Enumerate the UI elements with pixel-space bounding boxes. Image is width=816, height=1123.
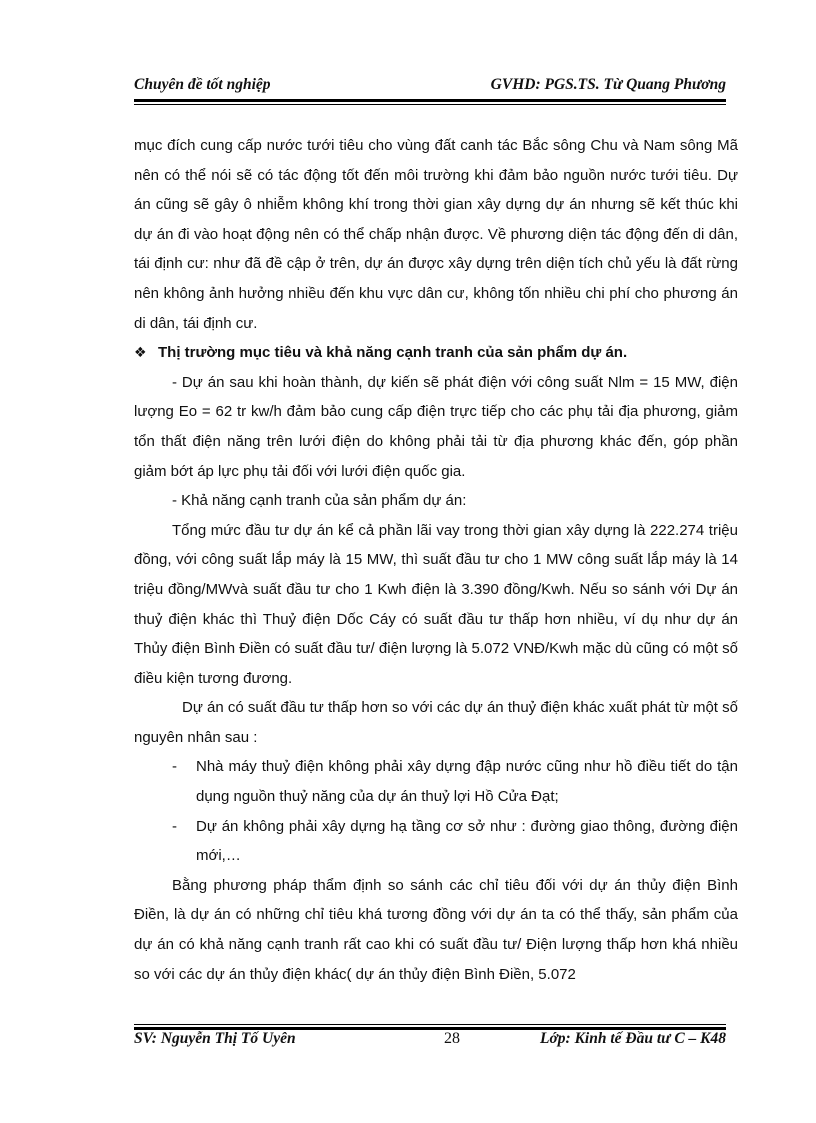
paragraph-competitiveness-label: - Khả năng cạnh tranh của sản phẩm dự án:	[172, 492, 467, 510]
header-rule-thin	[134, 104, 726, 105]
dash-bullet: -	[172, 758, 177, 776]
list-item	[134, 812, 738, 871]
paragraph-conclusion: Bằng phương pháp thẩm định so sánh các chỉ tiêu đối với dự án thủy điện Bình Điền, là dự án có những chỉ tiêu khá tương đồng với dự án ta có thể thấy, sản phẩm của dự án có khả năng cạnh tranh rất cao khi có suất đầu tư/ Điện lượng thấp hơn khá nhiều so với các dự án thủy điện khác( dự án thủy điện Bình Điền, 5.072	[134, 876, 738, 983]
header-rule-thick	[134, 99, 726, 102]
list-item-text: Nhà máy thuỷ điện không phải xây dựng đập nước cũng như hồ điều tiết do tận dụng nguồn thuỷ năng của dự án thuỷ lợi Hồ Cửa Đạt;	[196, 758, 738, 806]
list-item-text: Dự án không phải xây dựng hạ tầng cơ sở như : đường giao thông, đường điện mới,…	[196, 817, 738, 865]
footer-class: Lớp: Kinh tế Đầu tư C – K48	[540, 1030, 726, 1047]
header-title: Chuyên đề tốt nghiệp	[134, 76, 271, 93]
page-header	[134, 76, 726, 100]
paragraph-capacity: - Dự án sau khi hoàn thành, dự kiến sẽ phát điện với công suất Nlm = 15 MW, điện lượng Eo = 62 tr kw/h đảm bảo cung cấp điện trực tiếp cho các phụ tải địa phương, giảm tổn thất điện năng trên lưới điện do không phải tải từ địa phương khác đến, góp phần giảm bớt áp lực phụ tải đối với lưới điện quốc gia.	[134, 373, 738, 480]
section-heading-text: Thị trường mục tiêu và khả năng cạnh tranh của sản phẩm dự án.	[158, 344, 628, 362]
section-heading	[134, 338, 738, 368]
page-footer	[134, 1030, 726, 1054]
paragraph-investment: Tổng mức đầu tư dự án kể cả phần lãi vay trong thời gian xây dựng là 222.274 triệu đồng, với công suất lắp máy là 15 MW, thì suất đầu tư cho 1 MW công suất lắp máy là 14 triệu đồng/MWvà suất đầu tư cho 1 Kwh điện là 3.390 đồng/Kwh. Nếu so sánh với Dự án thuỷ điện khác thì Thuỷ điện Dốc Cáy có suất đầu tư thấp hơn nhiều, ví dụ như dự án Thủy điện Bình Điền có suất đầu tư/ điện lượng là 5.072 VNĐ/Kwh mặc dù cũng có một số điều kiện tương đương.	[134, 521, 738, 687]
footer-student: SV: Nguyễn Thị Tố Uyên	[134, 1030, 296, 1047]
page-number: 28	[444, 1030, 460, 1047]
document-body	[134, 131, 738, 989]
list-item	[134, 752, 738, 811]
paragraph-reasons: Dự án có suất đầu tư thấp hơn so với các dự án thuỷ điện khác xuất phát từ một số nguyên nhân sau :	[134, 699, 738, 746]
dash-bullet: -	[172, 817, 177, 835]
diamond-bullet-icon: ❖	[134, 344, 147, 361]
footer-rule-thin	[134, 1024, 726, 1025]
header-advisor: GVHD: PGS.TS. Từ Quang Phương	[490, 76, 726, 93]
paragraph-environment: mục đích cung cấp nước tưới tiêu cho vùng đất canh tác Bắc sông Chu và Nam sông Mã nên có thể nói sẽ có tác động tốt đến môi trường khi đảm bảo nguồn nước tưới tiêu. Dự án cũng sẽ gây ô nhiễm không khí trong thời gian xây dựng dự án nhưng sẽ kết thúc khi dự án đi vào hoạt động nên có thể chấp nhận được. Về phương diện tác động đến di dân, tái định cư: như đã đề cập ở trên, dự án được xây dựng trên diện tích chủ yếu là đất rừng nên không ảnh hưởng nhiều đến khu vực dân cư, không tốn nhiều chi phí cho phương án di dân, tái định cư.	[134, 137, 738, 332]
